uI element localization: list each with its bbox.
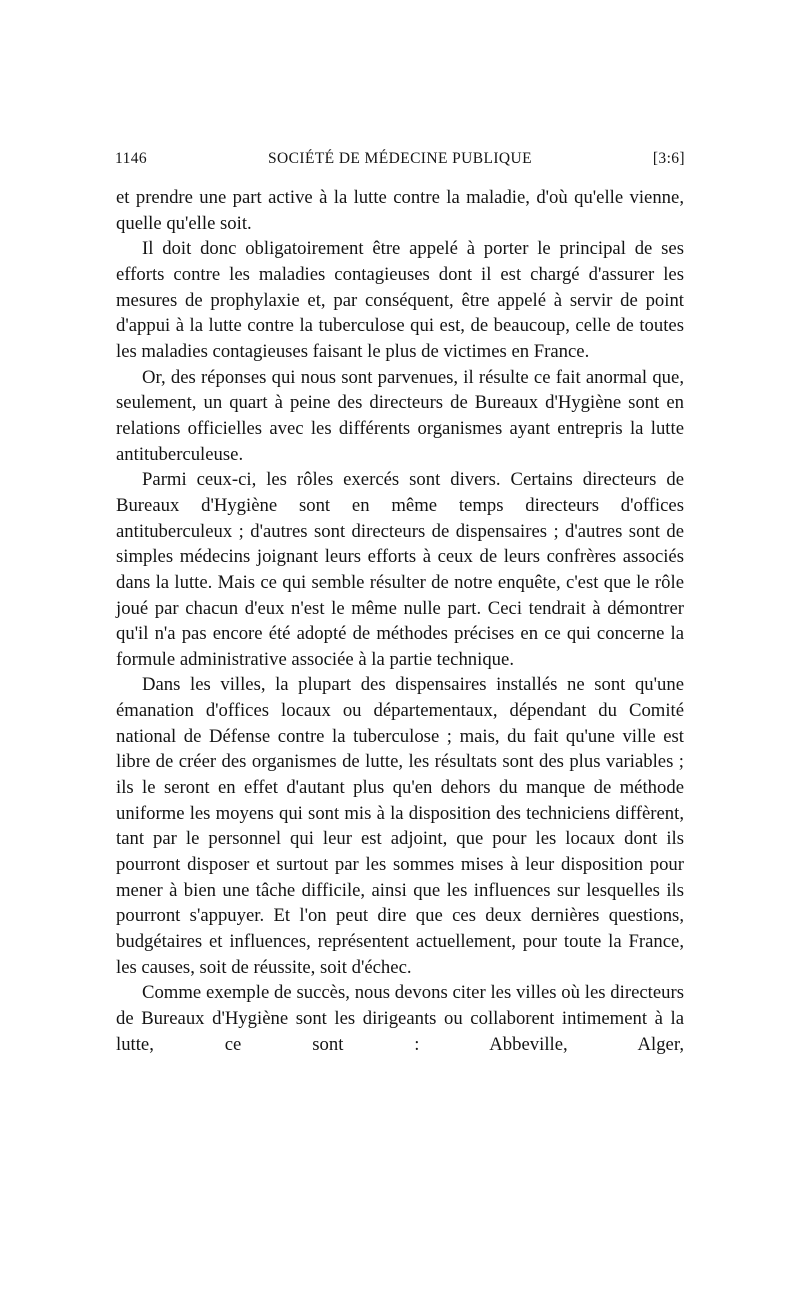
paragraph-cities: Dans les villes, la plupart des dispensaires installés ne sont qu'une émanation d'offices locaux ou départementaux, dépendant du Comité national de Défense contre la tuberculose ; mais, du fait qu'une ville est libre de créer des organismes de lutte, les résultats sont des plus variables ; ils le seront en effet d'autant plus qu'en dehors du manque de méthode uniforme les moyens qui sont mis à la disposition des techniciens diffèrent, tant par le personnel qui leur est adjoint, que pour les locaux dont ils pourront disposer et surtout par les sommes mises à leur disposition pour mener à bien une tâche difficile, ainsi que les influences sur lesquelles ils pourront s'appuyer. Et l'on peut dire que ces deux dernières questions, budgétaires et influences, représentent actuellement, pour toute la France, les causes, soit de réussite, soit d'échec. <box>116 674 684 978</box>
page-reference: [3:6] <box>652 150 685 167</box>
body-text <box>116 185 684 1057</box>
paragraph-roles: Parmi ceux-ci, les rôles exercés sont divers. Certains directeurs de Bureaux d'Hygiène sont en même temps directeurs d'offices antituberculeux ; d'autres sont directeurs de dispensaires ; d'autres sont de simples médecins joignant leurs efforts à ceux de leurs confrères associés dans la lutte. Mais ce qui semble résulter de notre enquête, c'est que le rôle joué par chacun d'eux n'est le même nulle part. Ceci tendrait à démontrer qu'il n'a pas encore été adopté de méthodes précises en ce qui concerne la formule administrative associée à la partie technique. <box>116 469 684 670</box>
running-title: SOCIÉTÉ DE MÉDECINE PUBLIQUE <box>268 150 532 167</box>
paragraph-survey-results: Or, des réponses qui nous sont parvenues, il résulte ce fait anormal que, seulement, un quart à peine des directeurs de Bureaux d'Hygiène sont en relations officielles avec les différents organismes ayant entrepris la lutte antituberculeuse. <box>116 366 684 465</box>
page-number: 1146 <box>115 150 148 167</box>
paragraph-success-examples: Comme exemple de succès, nous devons citer les villes où les directeurs de Bureaux d'Hygiène sont les dirigeants ou collaborent intimement à la lutte, ce sont : Abbeville, Alger, <box>116 982 684 1055</box>
running-header <box>115 150 685 174</box>
paragraph-continuation: et prendre une part active à la lutte contre la maladie, d'où qu'elle vienne, quelle qu'elle soit. <box>116 187 684 234</box>
paragraph-duties: Il doit donc obligatoirement être appelé à porter le principal de ses efforts contre les maladies contagieuses dont il est chargé d'assurer les mesures de prophylaxie et, par conséquent, être appelé à servir de point d'appui à la lutte contre la tuberculose qui est, de beaucoup, celle de toutes les maladies contagieuses faisant le plus de victimes en France. <box>116 238 684 362</box>
